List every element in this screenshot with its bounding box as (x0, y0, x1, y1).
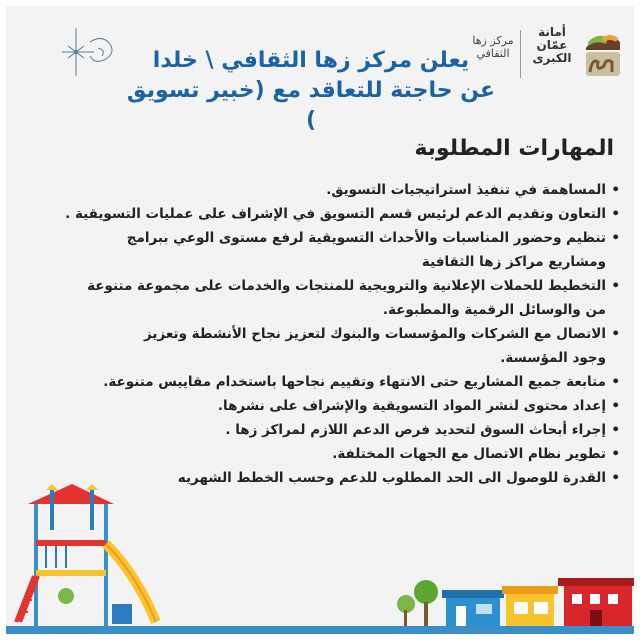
bullet-icon: • (611, 230, 620, 246)
list-item: •تنظيم وحضور المناسبات والأحداث التسويقية لرفع مستوى الوعي ببرامج ومشاريع مراكز زها الثقافية (24, 226, 620, 274)
playground-icon (16, 484, 156, 626)
poster (6, 6, 634, 634)
shop-icon (502, 586, 558, 626)
ground-strip (6, 626, 634, 634)
title-line-2: عن حاجتة للتعاقد مع (خبير تسويق ) (126, 78, 496, 133)
amman-emblem-icon (582, 28, 624, 80)
list-item: •متابعة جميع المشاريع حتى الانتهاء وتقييم نجاحها باستخدام مقاييس متنوعة. (24, 370, 620, 394)
bullet-icon: • (611, 278, 620, 294)
bullet-icon: • (611, 398, 620, 414)
bullet-icon: • (611, 470, 620, 486)
required-skills-heading: المهارات المطلوبة (414, 136, 614, 161)
zaha-center-logo-text: مركز زها الثقافي (472, 34, 514, 60)
list-item: •القدرة للوصول الى الحد المطلوب للدعم وحسب الخطط الشهريه (24, 466, 620, 490)
bullet-icon: • (611, 326, 620, 342)
tree-icon (397, 595, 415, 626)
list-item: •التخطيط للحملات الإعلانية والترويجية للمنتجات والخدمات على مجموعة متنوعة من والوسائل الرقمية والمطبوعة. (24, 274, 620, 322)
list-item: •المساهمة في تنفيذ استراتيجيات التسويق. (24, 178, 620, 202)
bullet-icon: • (611, 182, 620, 198)
list-item: •إجراء أبحاث السوق لتحديد فرص الدعم اللازم لمراكز زها . (24, 418, 620, 442)
tree-icon (414, 580, 438, 626)
logo-divider (520, 30, 521, 78)
list-item: •التعاون وتقديم الدعم لرئيس قسم التسويق في الإشراف على عمليات التسويقية . (24, 202, 620, 226)
decorative-illustration (6, 484, 634, 634)
bullet-icon: • (611, 374, 620, 390)
list-item: •الاتصال مع الشركات والمؤسسات والبنوك لتعزيز نجاح الأنشطة وتعزيز وجود المؤسسة. (24, 322, 620, 370)
announcement-title (126, 46, 496, 136)
red-building-icon (558, 578, 634, 626)
bullet-icon: • (611, 446, 620, 462)
list-item: •إعداد محتوى لنشر المواد التسويقية والإشراف على نشرها. (24, 394, 620, 418)
zaha-calligraphy-logo (32, 24, 128, 80)
title-line-1: يعلن مركز زها الثقافي \ خلدا (152, 48, 470, 73)
list-item: •تطوير نظام الاتصال مع الجهات المختلفة. (24, 442, 620, 466)
bullet-icon: • (611, 422, 620, 438)
amman-logo-text: أمانة عمّان الكبرى (532, 25, 572, 65)
bullet-icon: • (611, 206, 620, 222)
skills-list (24, 178, 620, 490)
building-icon (442, 590, 504, 626)
